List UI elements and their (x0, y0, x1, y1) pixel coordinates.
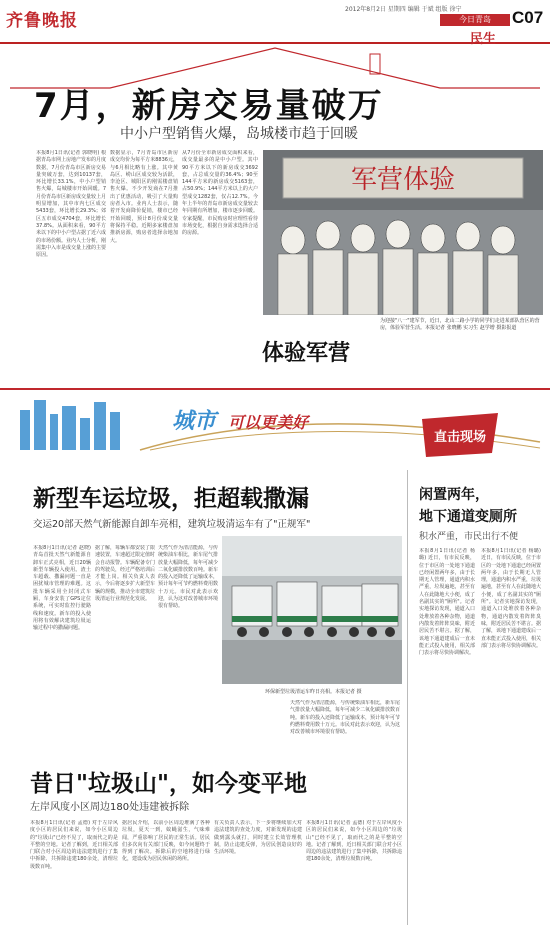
column-rule (407, 470, 408, 925)
sidebar-subhead: 积水严重，市民出行不便 (419, 532, 519, 542)
page-number: C07 (512, 8, 544, 27)
city-banner-slogan: 可以更美好 (228, 413, 309, 432)
story2-headline: 新型车运垃圾，拒超载撒漏 (33, 486, 309, 512)
sidebar-title-line2: 地下通道变厕所 (419, 509, 517, 525)
newspaper-logo: 齐鲁晚报 (6, 11, 78, 31)
story1-column-1: 本报8月1日讯(记者 郭晓明) 根据青岛市网上房地产发布的月度数据，7月份青岛市区新房交易量突破万套，达到10137套，环比增长33.1%，中小户型销售火爆，岛城楼市开始回暖。7月份青岛市区新房成交量较上月明显增加，其中市内七区成交5433套，环比增长29.3%；郊区五市成交4704套，环比增长37.8%。从面积来看，90平方米以下的中小户型占据了近六成的市场份额。业内人士分析，刚需集中入市是成交量上涨的主要原因。 (36, 150, 106, 259)
garbage-truck-photo (222, 536, 402, 684)
sidebar-body-column-1: 本报8月1日讯(记者 杨璐) 近日，有市民反映，位于市区的一处地下通道已经闲置两年多，由于长期无人管理，通道内积水严重，垃圾遍地，甚至有人在此随地大小便，成了名副其实的"厕所"。记者实地探访发现，通道入口处堆放着各种杂物，通道内散发着阵阵臭味，附近居民苦不堪言。据了解，该地下通道建成后一直未能正式投入使用，相关部门表示将尽快协调解决。 (419, 548, 475, 657)
photo-banner-text: 军营体验 (350, 165, 456, 195)
story2-column-2: 据了解，每辆车都安装了限速装置，车速超过限定值时会自动报警。车辆配备专门的驾驶员，经过严格培训后才能上岗。相关负责人表示，今后将逐步扩大新型车辆的规模，推动全市建筑垃圾清运行业规范化发展。 (95, 545, 155, 603)
story3-column-4: 本报8月1日讯(记者 孟德) 对于左岸风度小区的居民们来说，如今小区周边的"垃圾山"已经不见了，取而代之的是平整的空地。记者了解到，近日相关部门联合对小区周边的违法建筑进行了集中拆除，共拆除违建180余处，清理垃圾数百吨。 (306, 820, 402, 863)
story1-column-3: 从7月份全市新房成交面积来看，成交量最多的是中小户型。其中90平方米以下的新房成交3692套，占总成交量的36.4%；90至144平方米的新房成交5163套，占50.9%；144平方米以上的大户型成交1282套，仅占12.7%。今年上半年的青岛市新房成交量较去年同期有所增加，楼市逐步回暖。专家提醒，市民购房时应理性看待市场变化，根据自身需求选择合适的房源。 (182, 150, 258, 237)
story2-column-1: 本报8月1日讯(记者 赵晓) 青岛首批天然气新能源自卸车正式亮相，近日20辆新型车辆投入使用。渣土车超载、撒漏问题一直是困扰城市管理的难题。这批车辆采用全封闭式车厢，车身安装了GPS定位系统，可实时监控行驶路线和速度。新车的投入使用将有效解决建筑垃圾运输过程中的撒漏问题。 (33, 545, 91, 632)
story1-headline: 7月，新房交易量破万 (34, 86, 384, 126)
story1-subhead: 中小户型销售火爆，岛城楼市趋于回暖 (120, 126, 358, 142)
story3-column-1: 本报8月1日讯(记者 孟德) 对于左岸风度小区的居民们来说，如今小区周边的"垃圾山"已经不见了，取而代之的是平整的空地。记者了解到，近日相关部门联合对小区周边的违法建筑进行了集中拆除，共拆除违建180余处，清理垃圾数百吨。 (30, 820, 118, 870)
photo1-title: 体验军营 (262, 341, 351, 366)
story2-subhead: 交运20部天然气新能源自卸车亮相，建筑垃圾清运车有了"正规军" (33, 519, 311, 530)
photo2-caption: 环保新型垃圾清运车昨日亮相。本报记者 摄 (265, 689, 362, 695)
story3-column-2: 据居民介绍，以前小区周边堆满了各种垃圾，夏天一到，蚊蝇滋生，气味难闻，严重影响了居民的正常生活。居民们多次向有关部门反映，如今问题终于得到了解决。拆除后的空地将进行绿化，建设成为居民休闲的场所。 (122, 820, 210, 863)
live-scene-label: 直击现场 (433, 430, 487, 445)
story2-continued: 天然气作为清洁能源，与传统柴油车相比，新车尾气排放量大幅降低，每年可减少二氧化碳排放数百吨。新车的投入还降低了运输成本，预计每年可节约燃料费用数十万元。市民对此表示欢迎，认为这对改善城市环境很有帮助。 (290, 700, 400, 736)
story3-headline: 昔日"垃圾山"，如今变平地 (30, 771, 307, 797)
masthead (0, 0, 550, 47)
live-scene-badge (422, 413, 502, 457)
section-divider (0, 388, 550, 390)
story1-column-2: 数据显示，7月青岛市区新房成交均价为每平方米8836元，与6月相比略有上涨。其中黄岛区、崂山区成交较为活跃，李沧区、城阳区的刚需楼盘销售火爆。不少开发商在7月推出了优惠活动，吸引了大量购房者入市。业内人士表示，随着开发商降价促销，楼市已经开始回暖，预计8月份成交量将保持平稳。近期多家楼盘加推新房源，购房者选择余地加大。 (110, 150, 178, 244)
story3-column-3: 有关负责人表示，下一步将继续加大对违法建筑的查处力度，对新发现的违建做到露头就打，同时建立长效管理机制，防止违建反弹，为居民创造良好的生活环境。 (214, 820, 302, 856)
sidebar-body-column-2: 本报8月1日讯(记者 杨璐) 近日，有市民反映，位于市区的一处地下通道已经闲置两年多，由于长期无人管理，通道内积水严重，垃圾遍地，甚至有人在此随地大小便，成了名副其实的"厕所"。记者实地探访发现，通道入口处堆放着各种杂物，通道内散发着阵阵臭味，附近居民苦不堪言。据了解，该地下通道建成后一直未能正式投入使用，相关部门表示将尽快协调解决。 (481, 548, 541, 649)
photo1-caption: 为迎接"八一"建军节，近日，北山二路小学的同学们走进某部队营区的营房，体验军营生活。本报记者 张晓鹏 实习生 赵学增 摄影报道 (380, 318, 540, 331)
sidebar-title-line1: 闲置两年， (419, 487, 489, 503)
issue-date-line: 2012年8月2日 星期四 编辑 于斌 组版 徐宁 (345, 6, 462, 13)
story2-column-3: 天然气作为清洁能源，与传统柴油车相比，新车尾气排放量大幅降低，每年可减少二氧化碳排放数百吨。新车的投入还降低了运输成本，预计每年可节约燃料费用数十万元。市民对此表示欢迎，认为这对改善城市环境很有帮助。 (158, 545, 218, 610)
section-name: 民生 (470, 32, 497, 47)
military-camp-photo (263, 150, 543, 315)
story3-subhead: 左岸风度小区周边180处违建被拆除 (30, 802, 190, 813)
city-banner-title: 城市 (172, 409, 217, 434)
section-tab: 今日青岛 (440, 14, 510, 26)
